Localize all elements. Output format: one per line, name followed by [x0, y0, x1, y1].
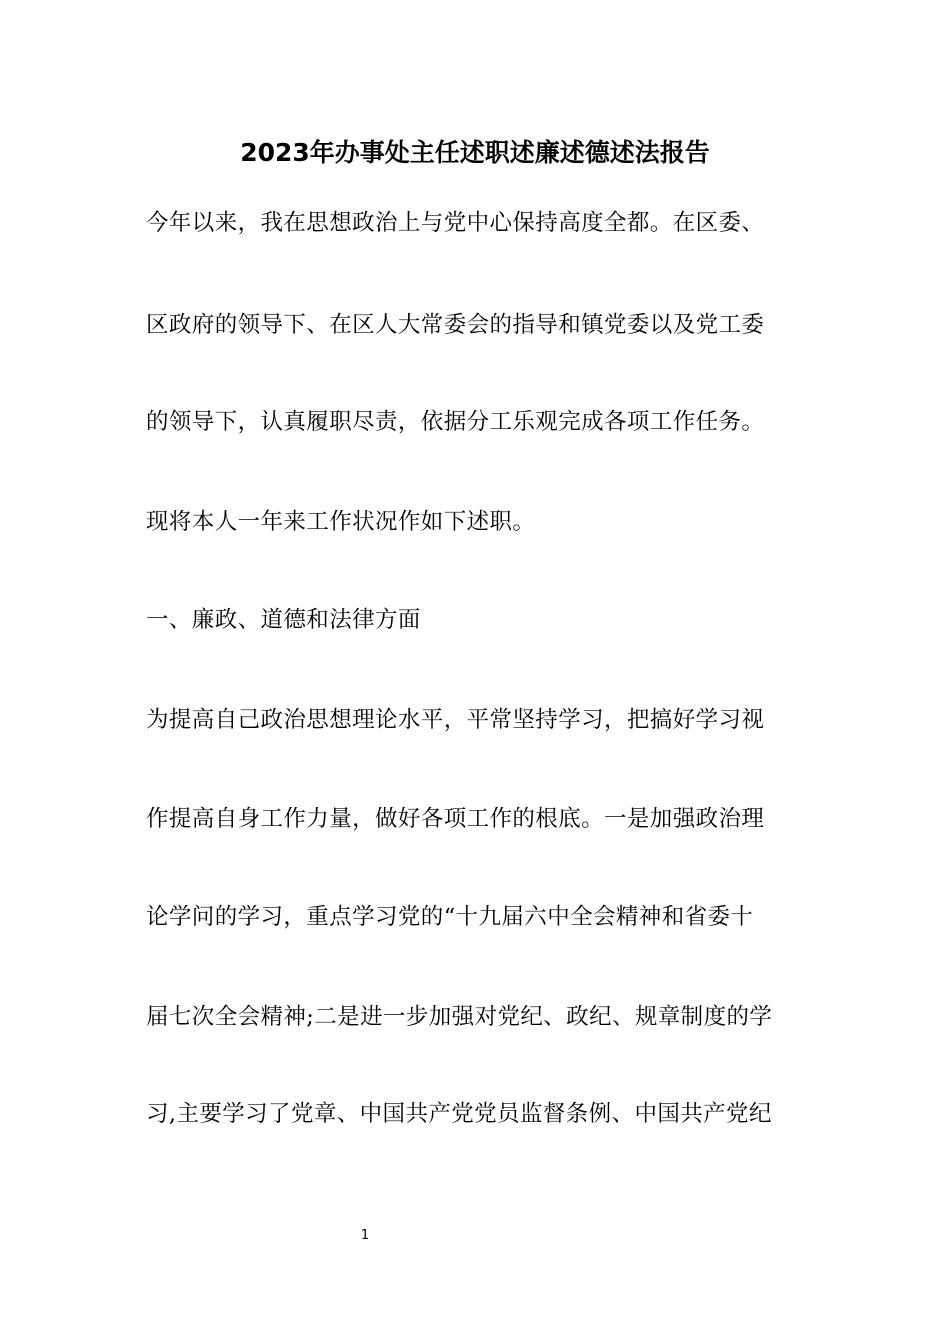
body-line: 区政府的领导下、在区人大常委会的指导和镇党委以及党工委	[146, 312, 765, 338]
section-heading: 一、廉政、道德和法律方面	[146, 607, 421, 633]
body-line: 论学问的学习，重点学习党的“十九届六中全会精神和省委十	[146, 904, 754, 930]
body-line: 的领导下，认真履职尽责，依据分工乐观完成各项工作任务。	[146, 409, 765, 435]
body-line: 今年以来，我在思想政治上与党中心保持高度全都。在区委、	[146, 210, 765, 236]
body-line: 现将本人一年来工作状况作如下述职。	[146, 509, 536, 535]
body-line: 作提高自身工作力量，做好各项工作的根底。一是加强政治理	[146, 806, 765, 832]
page-number: 1	[360, 1228, 370, 1243]
body-line: 为提高自己政治思想理论水平，平常坚持学习，把搞好学习视	[146, 707, 765, 733]
body-line: 习,主要学习了党章、中国共产党党员监督条例、中国共产党纪	[146, 1101, 772, 1127]
document-title: 2023年办事处主任述职述廉述德述法报告	[240, 138, 710, 167]
body-line: 届七次全会精神;二是进一步加强对党纪、政纪、规章制度的学	[146, 1004, 773, 1030]
